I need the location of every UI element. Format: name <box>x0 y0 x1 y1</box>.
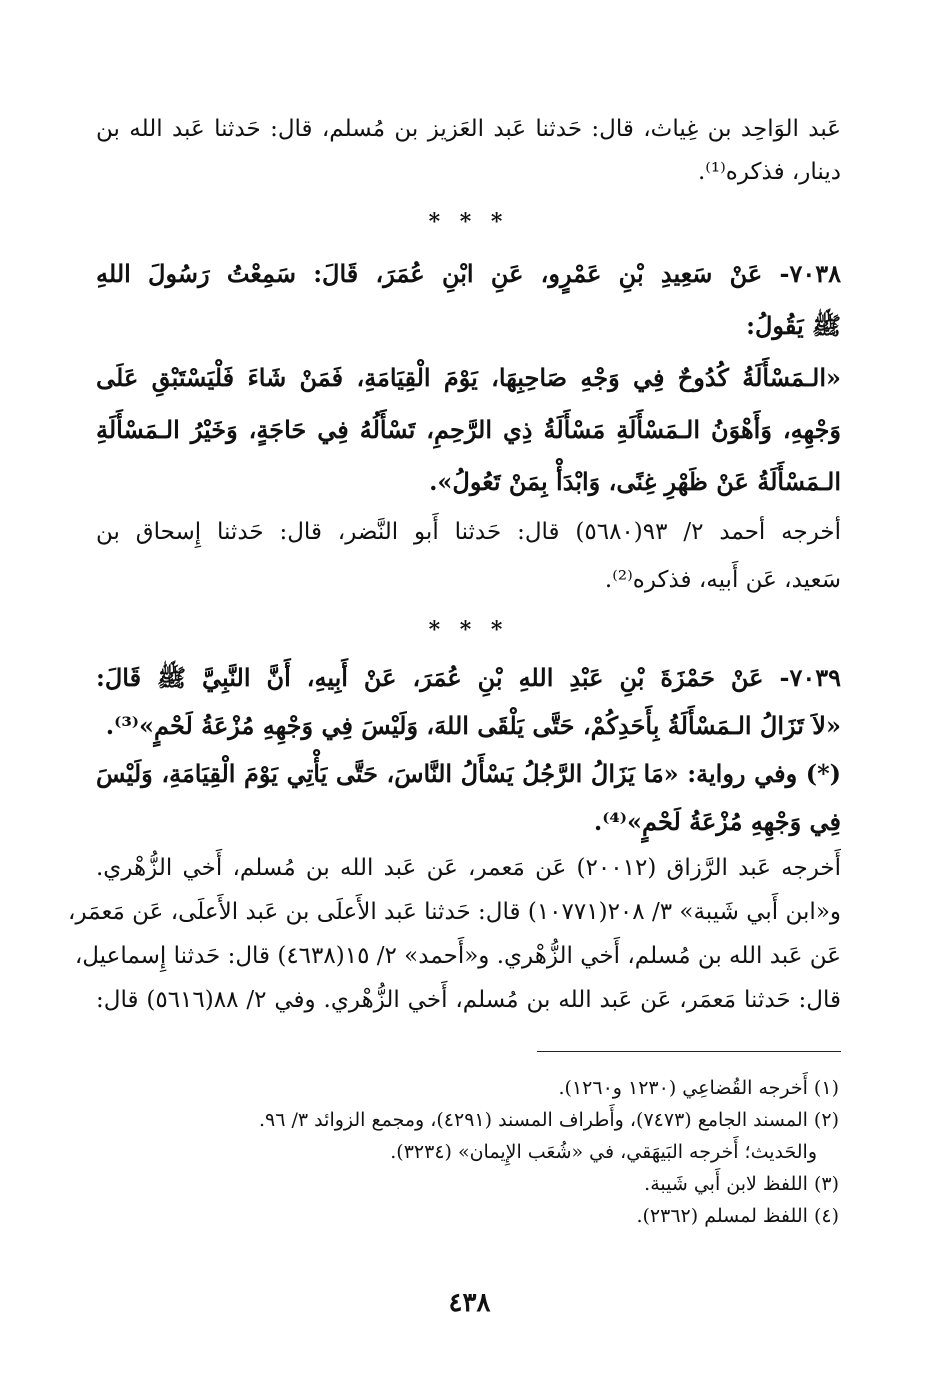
hadith-line: (*) وفي رواية: «مَا يَزَالُ الرَّجُلُ يَسْأَلُ النَّاسَ، حَتَّى يَأْتِي يَوْمَ الْقِيَامَةِ، وَلَيْسَ <box>96 759 841 788</box>
takhrij-7038 <box>96 508 841 604</box>
text-line: قال: حَدثنا مَعمَر، عَن عَبد الله بن مُسلم، أَخي الزُّهْري. وفي ٢/ ٨٨(٥٦١٦) قال: <box>96 987 842 1013</box>
section-separator: * * * <box>428 617 509 643</box>
section-separator: * * * <box>428 209 509 235</box>
main-text <box>68 108 842 1022</box>
footnote: (٢) المسند الجامع (٧٤٧٣)، وأَطراف المسند (٤٢٩١)، ومجمع الزوائد ٣/ ٩٦. <box>259 1109 839 1131</box>
footnotes <box>96 1072 839 1232</box>
hadith-line: «لاَ تَزَالُ الـمَسْأَلَةُ بِأَحَدِكُمْ، حَتَّى يَلْقَى اللهَ، وَلَيْسَ فِي وَجْهِهِ مُزْعَةُ لَحْمٍ»⁽³⁾. <box>105 711 841 740</box>
text-line: دينار، فذكره⁽¹⁾. <box>697 159 841 185</box>
hadith-line: ٧٠٣٩- عَنْ حَمْزَةَ بْنِ عَبْدِ اللهِ بْنِ عُمَرَ، عَنْ أَبِيهِ، أَنَّ النَّبِيَّ ﷺ قَالَ: <box>96 663 841 692</box>
page-number: ٤٣٨ <box>448 1288 491 1318</box>
hadith-line: فِي وَجْهِهِ مُزْعَةُ لَحْمٍ»⁽⁴⁾. <box>593 807 841 836</box>
hadith-line: ﷺ يَقُولُ: <box>746 311 841 340</box>
text-line: أَخرجه عَبد الرَّزاق (٢٠٠١٢) عَن مَعمر، عَن عَبد الله بن مُسلم، أَخي الزُّهْري. <box>96 855 841 881</box>
footnote: (٣) اللفظ لابن أَبي شَيبة. <box>644 1173 839 1195</box>
hadith-line: «الـمَسْأَلَةُ كُدُوحٌ فِي وَجْهِ صَاحِبِهَا، يَوْمَ الْقِيَامَةِ، فَمَنْ شَاءَ فَلْيَسْتَبْقِ عَلَى <box>96 363 841 392</box>
takhrij-7039 <box>68 846 842 1022</box>
hadith-7038 <box>96 248 841 604</box>
footnote-divider <box>537 1051 841 1052</box>
hadith-line: وَجْهِهِ، وَأَهْوَنُ الـمَسْأَلَةِ مَسْأَلَةُ ذِي الرَّحِمِ، تَسْأَلُهُ فِي حَاجَةٍ، وَخَيْرُ الـمَسْأَلَةِ <box>96 415 841 444</box>
text-line: سَعيد، عَن أَبيه، فذكره⁽²⁾. <box>604 567 841 593</box>
top-paragraph <box>96 108 841 194</box>
text-line: عَن عَبد الله بن مُسلم، أَخي الزُّهْري. و«أَحمد» ٢/ ١٥(٤٦٣٨) قال: حَدثنا إِسماعيل، <box>74 943 841 969</box>
footnote: (٤) اللفظ لمسلم (٢٣٦٢). <box>636 1205 839 1227</box>
text-line: أخرجه أحمد ٢/ ٩٣(٥٦٨٠) قال: حَدثنا أَبو النَّضر، قال: حَدثنا إِسحاق بن <box>96 519 842 545</box>
text-line: و«ابن أَبي شَيبة» ٣/ ٢٠٨(١٠٧٧١) قال: حَدثنا عَبد الأَعلَى بن عَبد الأَعلَى، عَن مَعمَر، <box>68 899 841 925</box>
hadith-line: ٧٠٣٨- عَنْ سَعِيدِ بْنِ عَمْرٍو، عَنِ ابْنِ عُمَرَ، قَالَ: سَمِعْتُ رَسُولَ اللهِ <box>96 259 841 288</box>
footnote-continuation: والحَديث؛ أَخرجه البَيهَقي، في «شُعَب الإِيمان» (٣٢٣٤). <box>390 1141 817 1163</box>
hadith-line: الـمَسْأَلَةُ عَنْ ظَهْرِ غِنًى، وَابْدَأْ بِمَنْ تَعُولُ». <box>429 467 841 496</box>
hadith-7039 <box>68 654 842 1022</box>
footnote: (١) أَخرجه القُضاعِي (١٢٣٠ و١٢٦٠). <box>558 1077 839 1099</box>
text-line: عَبد الوَاحِد بن غِياث، قال: حَدثنا عَبد العَزيز بن مُسلم، قال: حَدثنا عَبد الله بن <box>96 116 841 142</box>
